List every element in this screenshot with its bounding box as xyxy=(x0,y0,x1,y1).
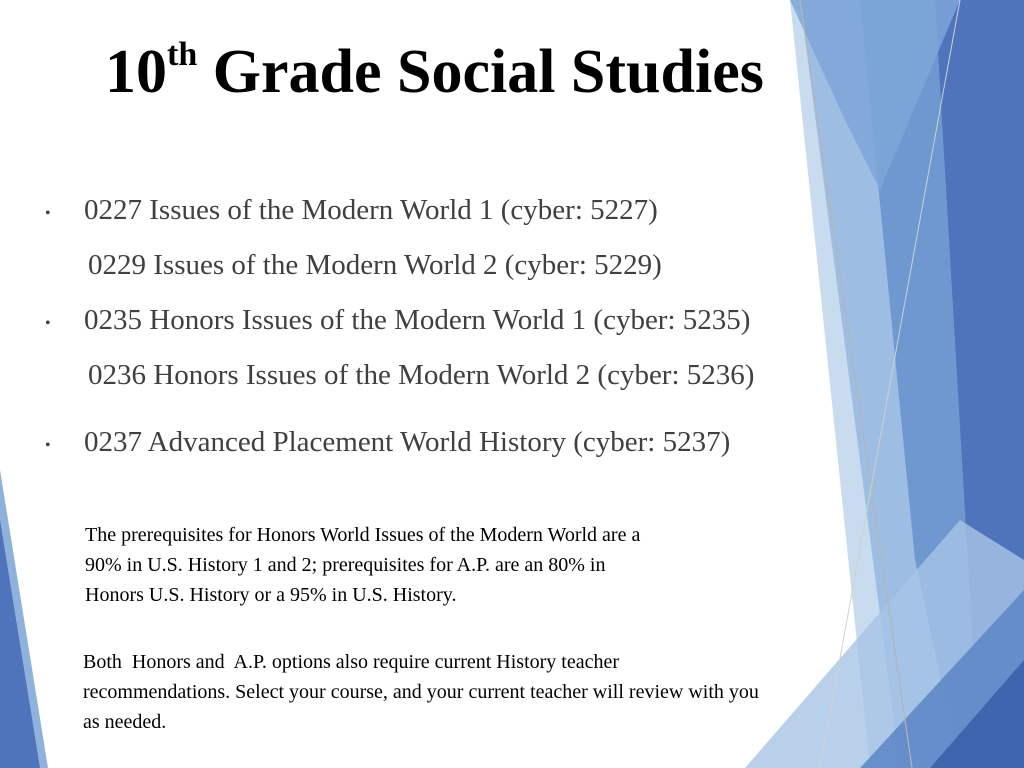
prerequisites-note xyxy=(85,520,640,610)
slide-title xyxy=(105,38,764,106)
course-item: 0227 Issues of the Modern World 1 (cyber: 5227) xyxy=(84,194,658,226)
bullet-icon: • xyxy=(45,437,51,454)
bullet-icon: • xyxy=(45,315,51,332)
course-item: 0237 Advanced Placement World History (cyber: 5237) xyxy=(84,426,731,458)
note-line: recommendations. Select your course, and your current teacher will review with you xyxy=(83,681,759,703)
note-line: 90% in U.S. History 1 and 2; prerequisites for A.P. are an 80% in xyxy=(85,554,606,576)
course-item: 0236 Honors Issues of the Modern World 2 (cyber: 5236) xyxy=(88,359,755,391)
title-number: 10 xyxy=(105,38,167,106)
note-line: The prerequisites for Honors World Issues of the Modern World are a xyxy=(85,524,641,546)
title-text: Grade Social Studies xyxy=(197,38,764,106)
bullet-icon: • xyxy=(45,205,51,222)
recommendation-note xyxy=(83,647,759,737)
note-line: as needed. xyxy=(83,711,167,733)
course-item: 0235 Honors Issues of the Modern World 1 (cyber: 5235) xyxy=(84,304,751,336)
note-line: Both Honors and A.P. options also require current History teacher xyxy=(83,651,620,673)
note-line: Honors U.S. History or a 95% in U.S. History. xyxy=(85,584,457,606)
title-superscript: th xyxy=(167,36,198,73)
course-item: 0229 Issues of the Modern World 2 (cyber: 5229) xyxy=(88,249,662,281)
